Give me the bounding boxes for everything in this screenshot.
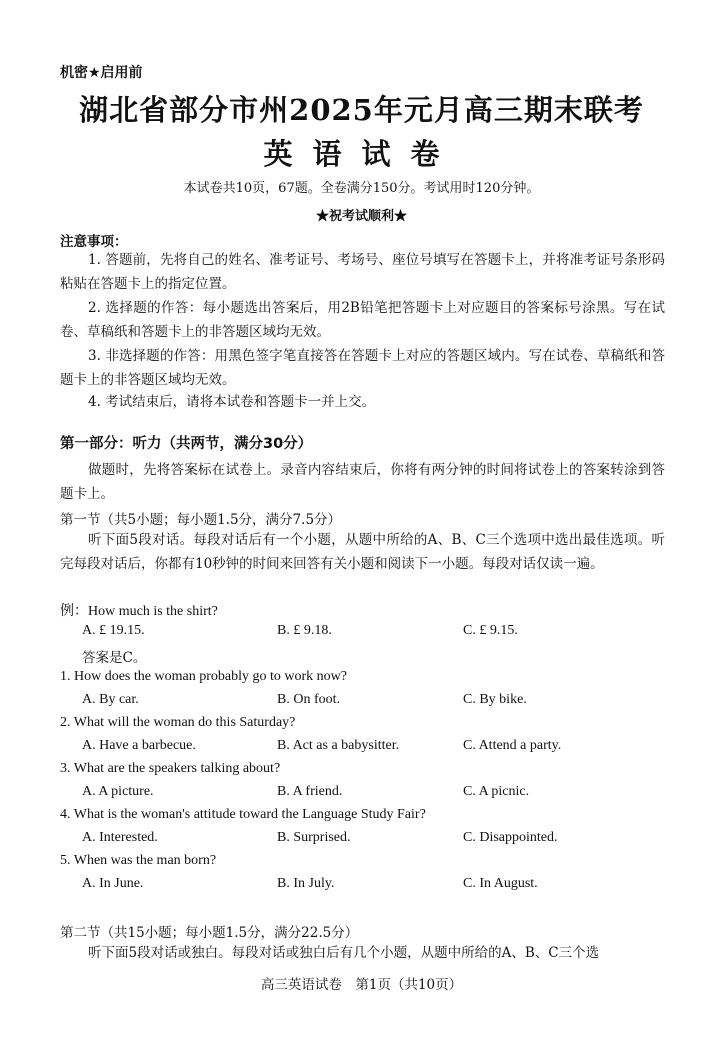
- part1-intro: 做题时，先将答案标在试卷上。录音内容结束后，你将有两分钟的时间将试卷上的答案转涂到答题卡上。: [60, 462, 665, 502]
- example-option-a: A. £ 19.15.: [82, 623, 145, 638]
- q4-option-b: B. Surprised.: [277, 830, 351, 845]
- q4-option-c: C. Disappointed.: [463, 830, 558, 845]
- q1-option-b: B. On foot.: [277, 692, 340, 707]
- notice-heading: 注意事项：: [60, 234, 128, 250]
- question-5: 5. When was the man born?: [60, 853, 217, 868]
- q2-option-a: A. Have a barbecue.: [82, 738, 196, 753]
- exam-subject: 英语试卷: [263, 137, 460, 171]
- good-luck-line: ★祝考试顺利★: [315, 209, 407, 224]
- q5-option-c: C. In August.: [463, 876, 538, 891]
- part1-heading: 第一部分：听力（共两节，满分30分）: [60, 436, 313, 452]
- q3-option-c: C. A picnic.: [463, 784, 530, 799]
- exam-title: 湖北省部分市州2025年元月高三期末联考: [79, 93, 644, 127]
- notice-item-2: 2. 选择题的作答：每小题选出答案后，用2B铅笔把答题卡上对应题目的答案标号涂黑。写在试卷、草稿纸和答题卡上的非答题区域均无效。: [60, 300, 665, 340]
- example-option-b: B. £ 9.18.: [277, 623, 332, 638]
- q2-option-b: B. Act as a babysitter.: [277, 738, 400, 753]
- question-3: 3. What are the speakers talking about?: [60, 761, 281, 776]
- notice-item-4: 4. 考试结束后，请将本试卷和答题卡一并上交。: [88, 394, 376, 410]
- example-option-c: C. £ 9.15.: [463, 623, 518, 638]
- q3-option-a: A. A picture.: [82, 784, 154, 799]
- section2-intro: 听下面5段对话或独白。每段对话或独白后有几个小题，从题中所给的A、B、C三个选: [88, 945, 600, 961]
- page-footer: 高三英语试卷 第1页（共10页）: [260, 977, 463, 993]
- question-1: 1. How does the woman probably go to work now?: [60, 669, 347, 684]
- example-answer: 答案是C。: [82, 650, 147, 666]
- question-2: 2. What will the woman do this Saturday?: [60, 715, 296, 730]
- q5-option-a: A. In June.: [82, 876, 144, 891]
- notice-item-3: 3. 非选择题的作答：用黑色签字笔直接答在答题卡上对应的答题区域内。写在试卷、草稿纸和答题卡上的非答题区域均无效。: [60, 348, 665, 388]
- section2-heading: 第二节（共15小题；每小题1.5分，满分22.5分）: [60, 925, 359, 941]
- confidential-label: 机密★启用前: [60, 65, 143, 81]
- q4-option-a: A. Interested.: [82, 830, 158, 845]
- q1-option-c: C. By bike.: [463, 692, 527, 707]
- section1-heading: 第一节（共5小题；每小题1.5分，满分7.5分）: [60, 512, 342, 528]
- q5-option-b: B. In July.: [277, 876, 335, 891]
- q2-option-c: C. Attend a party.: [463, 738, 562, 753]
- section1-intro: 听下面5段对话。每段对话后有一个小题，从题中所给的A、B、C三个选项中选出最佳选项。听完每段对话后，你都有10秒钟的时间来回答有关小题和阅读下一小题。每段对话仅读一遍。: [60, 532, 665, 572]
- question-4: 4. What is the woman's attitude toward the Language Study Fair?: [60, 807, 426, 822]
- q3-option-b: B. A friend.: [277, 784, 343, 799]
- example-question: 例：How much is the shirt?: [60, 604, 218, 619]
- q1-option-a: A. By car.: [82, 692, 139, 707]
- notice-item-1: 1. 答题前，先将自己的姓名、准考证号、考场号、座位号填写在答题卡上，并将准考证号条形码粘贴在答题卡上的指定位置。: [60, 252, 665, 292]
- exam-info: 本试卷共10页，67题。全卷满分150分。考试用时120分钟。: [183, 181, 540, 196]
